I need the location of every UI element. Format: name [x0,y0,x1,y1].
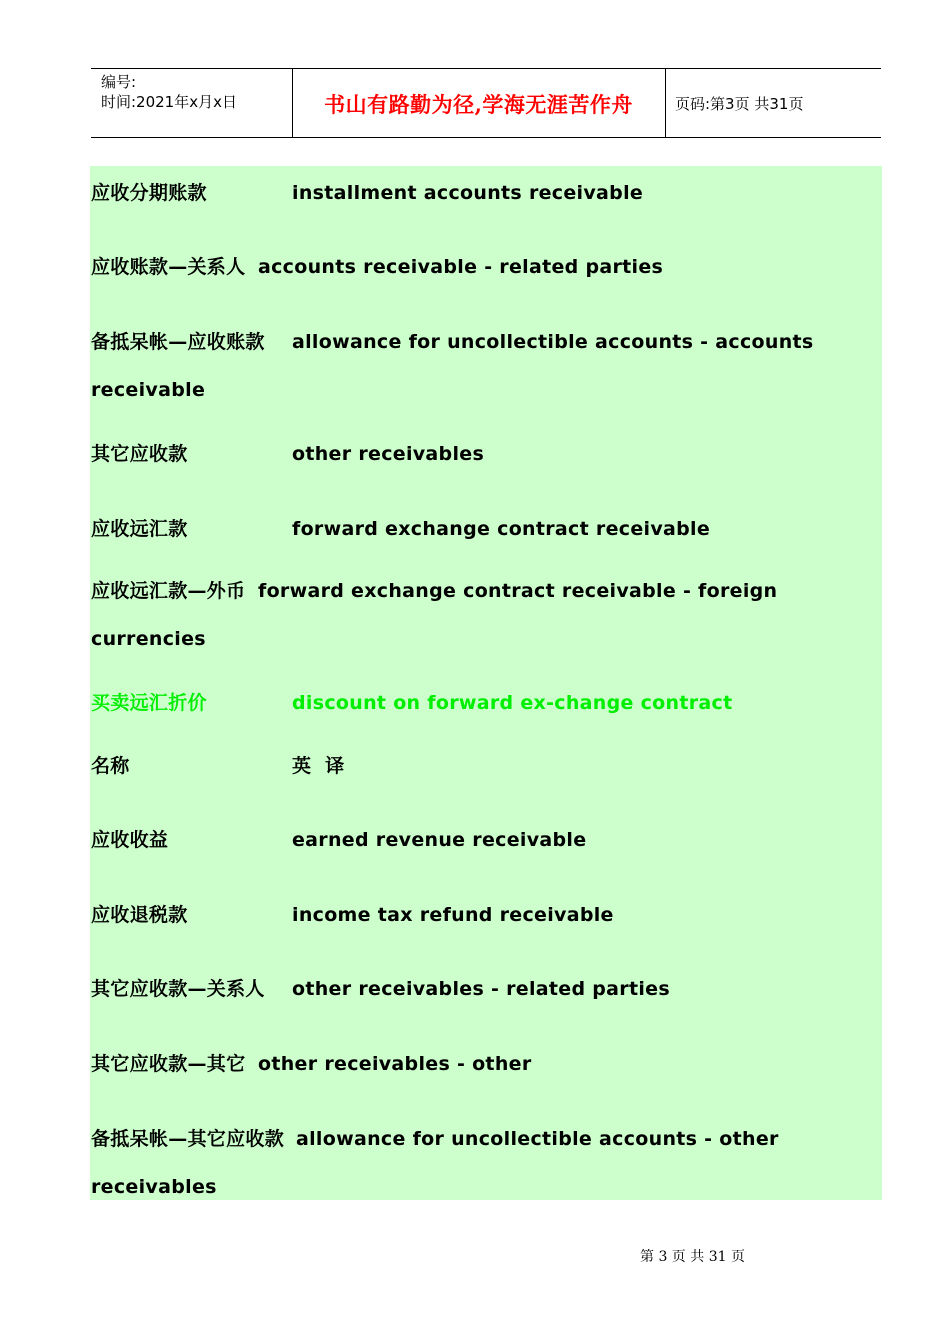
entry-zh: 其它应收款 [91,443,188,465]
motto: 书山有路勤为径,学海无涯苦作舟 [324,92,633,117]
entry-en: other receivables - related parties [292,978,670,1000]
entry-en: installment accounts receivable [292,182,644,204]
entry-en-cont: currencies [91,628,206,650]
entry-zh: 备抵呆帐—应收账款 [91,331,265,353]
entry-zh: 应收账款—关系人 [91,256,246,278]
entry-en: allowance for uncollectible accounts - other [296,1128,779,1150]
entry-zh: 备抵呆帐—其它应收款 [91,1128,285,1150]
entry-en: allowance for uncollectible accounts - accounts [292,331,814,353]
header-page-cell [666,69,881,137]
entry-en: forward exchange contract receivable - foreign [258,580,778,602]
entry-en: earned revenue receivable [292,829,587,851]
entry-zh: 其它应收款—关系人 [91,978,265,1000]
page-header [91,68,881,138]
column-header-name: 名称 [91,755,130,777]
entry-zh: 应收退税款 [91,904,188,926]
entry-en: other receivables [292,443,485,465]
glossary-content [90,166,882,1200]
entry-zh: 应收远汇款—外币 [91,580,246,602]
time-label: 时间:2021年x月x日 [101,93,237,111]
entry-en: discount on forward ex-change contract [292,692,733,714]
column-header-translation: 英 译 [292,755,345,777]
entry-zh: 其它应收款—其它 [91,1053,246,1075]
entry-en: accounts receivable - related parties [258,256,664,278]
entry-en: income tax refund receivable [292,904,614,926]
header-meta-cell [91,69,293,137]
entry-zh: 应收分期账款 [91,182,207,204]
entry-zh: 应收收益 [91,829,169,851]
entry-en: other receivables - other [258,1053,532,1075]
entry-en-cont: receivable [91,379,206,401]
number-label: 编号: [101,73,137,91]
entry-zh: 买卖远汇折价 [91,692,207,714]
page-footer: 第 3 页 共 31 页 [640,1249,745,1265]
entry-zh: 应收远汇款 [91,518,188,540]
entry-en: forward exchange contract receivable [292,518,711,540]
page-info: 页码:第3页 共31页 [675,95,804,113]
entry-en-cont: receivables [91,1176,217,1198]
header-motto-cell [292,69,666,137]
